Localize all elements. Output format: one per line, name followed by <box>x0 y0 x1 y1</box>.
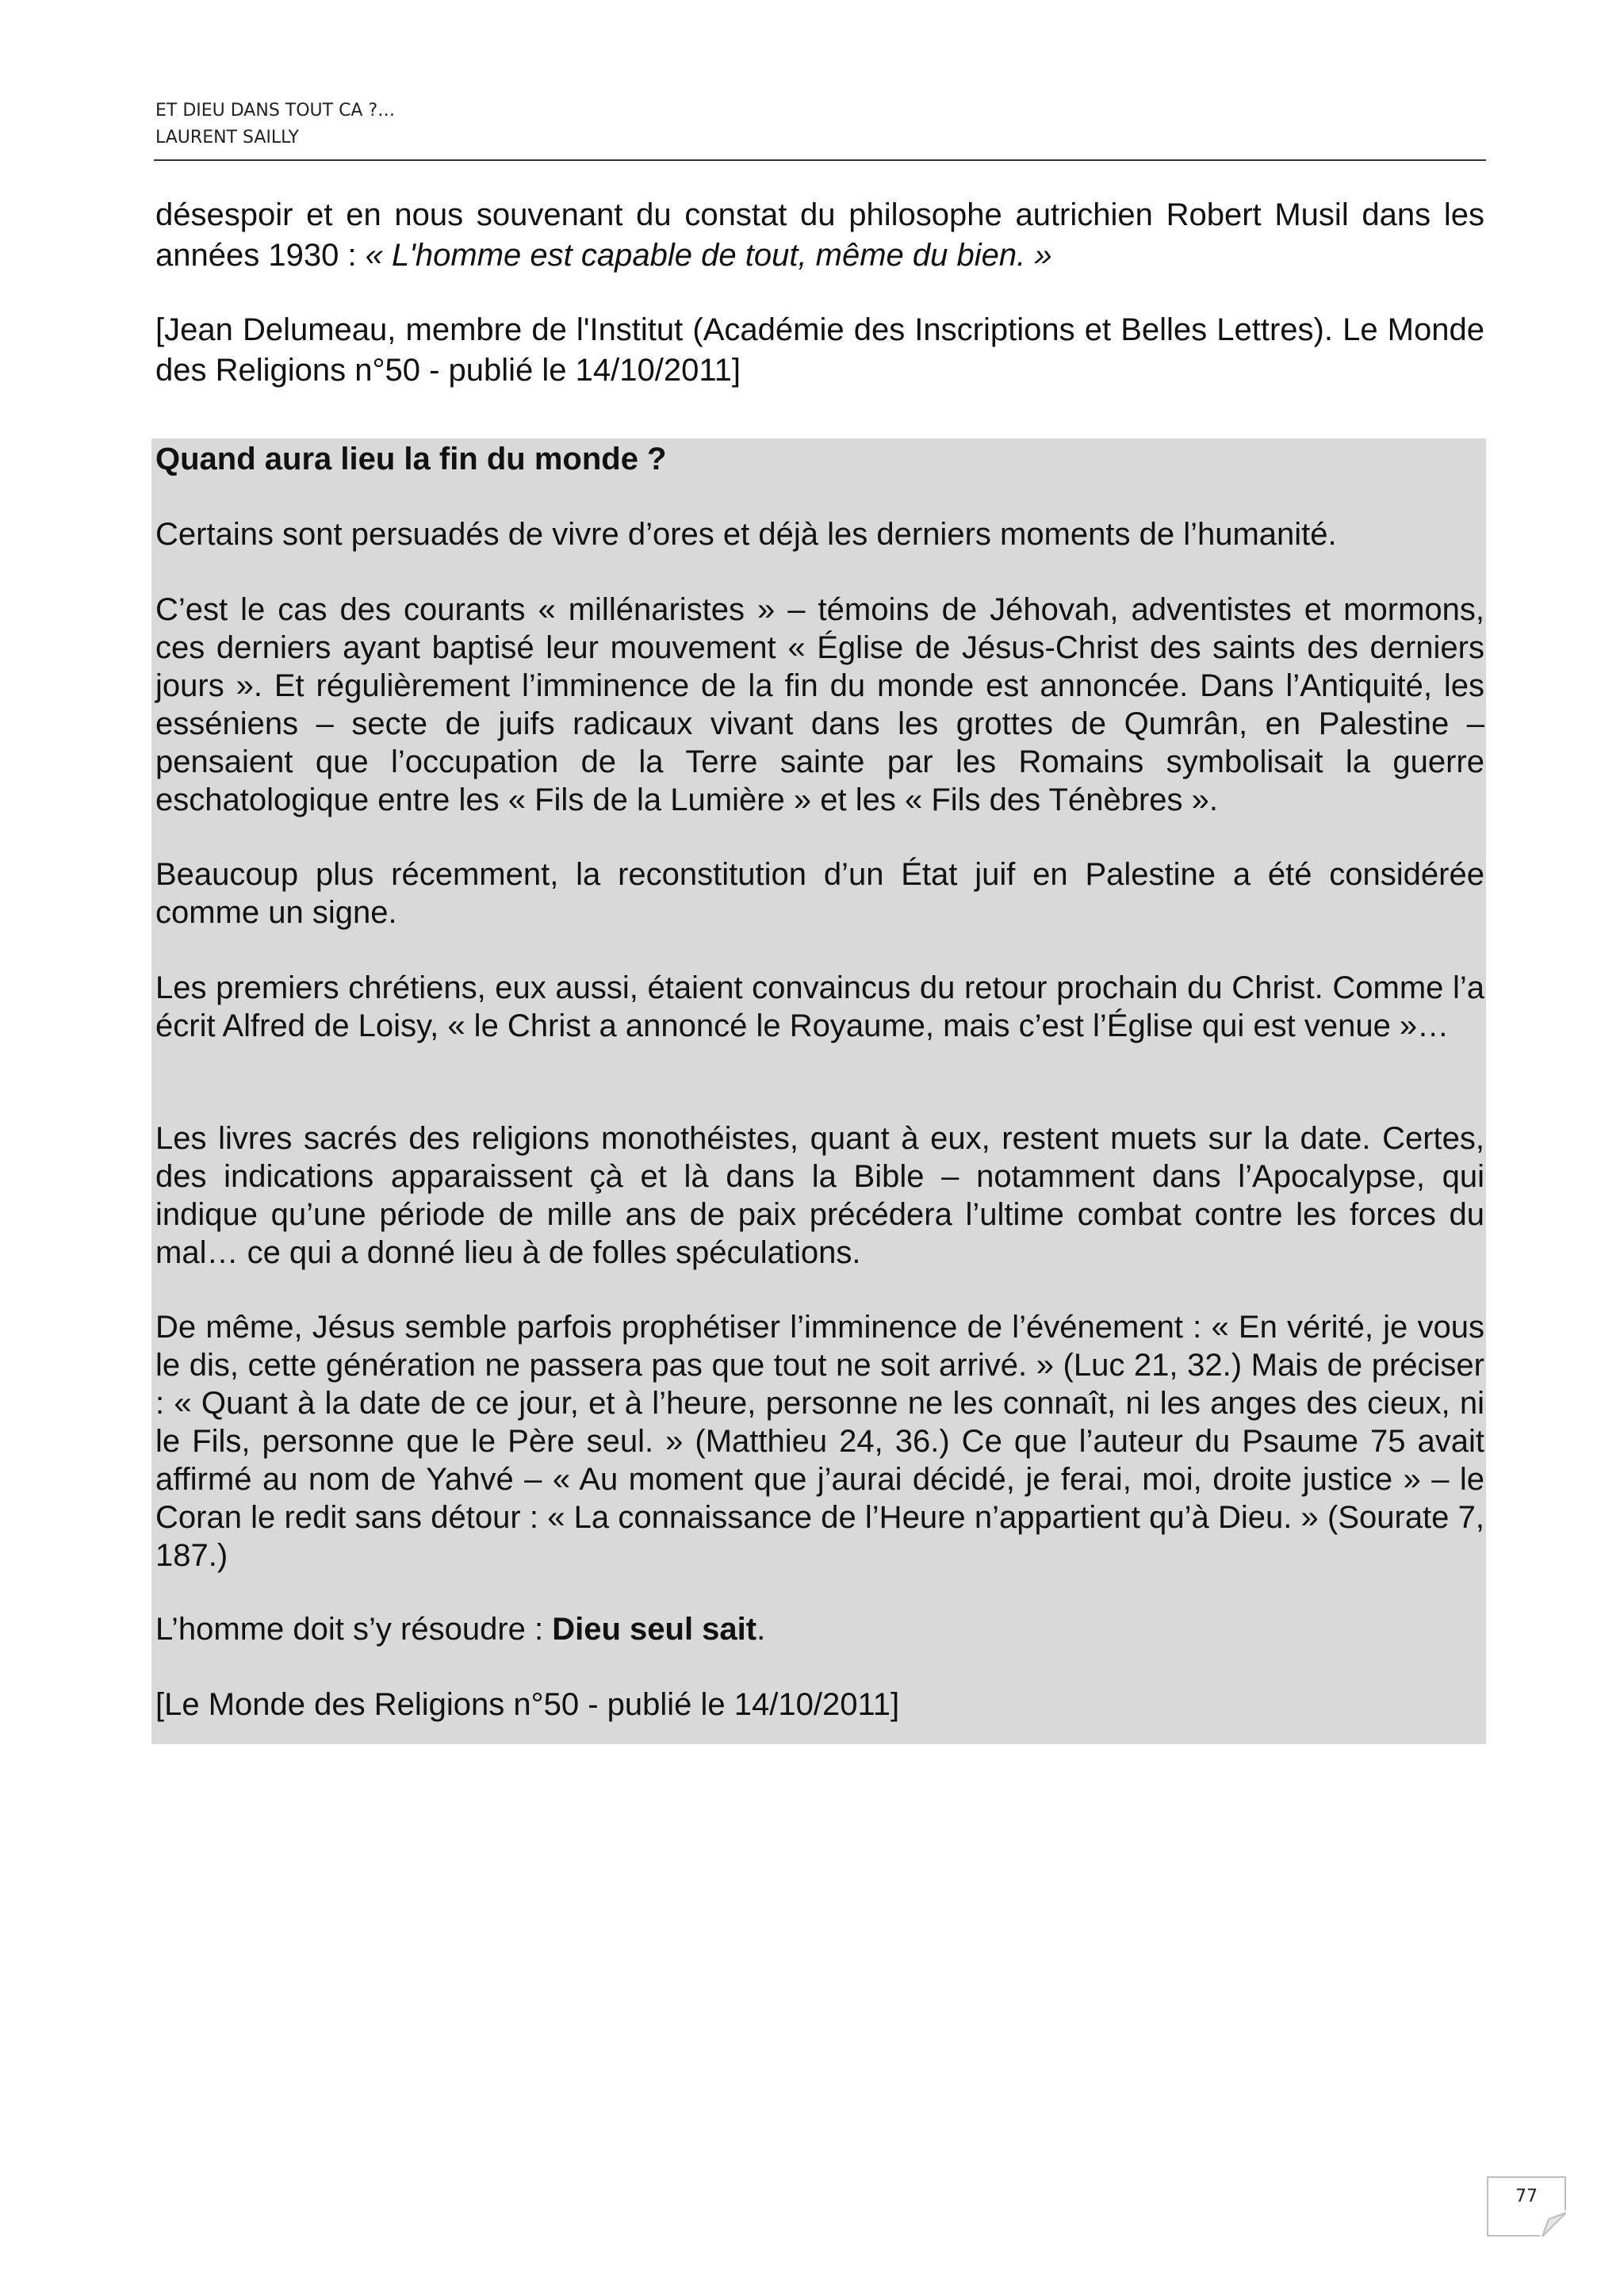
intro-text: désespoir et en nous souvenant du constat du philosophe autrichien Robert Musil dans les années 1930 : <box>155 197 1484 273</box>
header-divider <box>154 159 1486 161</box>
box-paragraph: Les premiers chrétiens, eux aussi, étaient convaincus du retour prochain du Christ. Comme l’a écrit Alfred de Loisy, « le Christ a annoncé le Royaume, mais c’est l’Église qui est venue »… <box>155 970 1484 1043</box>
conclusion-end: . <box>756 1612 766 1647</box>
citation-paragraph: [Jean Delumeau, membre de l'Institut (Académie des Inscriptions et Belles Lettres). Le Monde des Religions n°50 - publié le 14/10/2011] <box>155 312 1484 388</box>
box-paragraph: Les livres sacrés des religions monothéistes, quant à eux, restent muets sur la date. Certes, des indications apparaissent çà et là dans la Bible – notamment dans l’Apocalypse, qui indique qu’une période de mille ans de paix précédera l’ultime combat contre les forces du mal… ce qui a donné lieu à de folles spéculations. <box>155 1121 1484 1270</box>
musil-quote: « L'homme est capable de tout, même du bien. » <box>365 238 1052 273</box>
page-number: 77 <box>1515 2187 1538 2206</box>
box-paragraph: De même, Jésus semble parfois prophétiser l’imminence de l’événement : « En vérité, je vous le dis, cette génération ne passera pas que tout ne soit arrivé. » (Luc 21, 32.) Mais de préciser : « Quant à la date de ce jour, et à l’heure, personne ne les connaît, ni les anges des cieux, ni le Fils, personne que le Père seul. » (Matthieu 24, 36.) Ce que l’auteur du Psaume 75 avait affirmé au nom de Yahvé – « Au moment que j’aurai décidé, je ferai, moi, droite justice » – le Coran le redit sans détour : « La connaissance de l’Heure n’appartient qu’à Dieu. » (Sourate 7, 187.) <box>155 1310 1484 1573</box>
page-number-badge <box>1487 2176 1566 2237</box>
box-paragraph: C’est le cas des courants « millénaristes » – témoins de Jéhovah, adventistes et mormons, ces derniers ayant baptisé leur mouvement « Église de Jésus-Christ des saints des derniers jours ». Et régulièrement l’imminence de la fin du monde est annoncée. Dans l’Antiquité, les esséniens – secte de juifs radicaux vivant dans les grottes de Qumrân, en Palestine – pensaient que l’occupation de la Terre sainte par les Romains symbolisait la guerre eschatologique entre les « Fils de la Lumière » et les « Fils des Ténèbres ». <box>155 592 1484 817</box>
page-curl-icon <box>1539 2210 1566 2237</box>
box-conclusion <box>155 1610 1484 1648</box>
running-header <box>155 98 1484 151</box>
shaded-box <box>151 438 1486 1744</box>
box-paragraph: Beaucoup plus récemment, la reconstitution d’un État juif en Palestine a été considérée comme un signe. <box>155 857 1484 930</box>
box-paragraph: Certains sont persuadés de vivre d’ores et déjà les derniers moments de l’humanité. <box>155 517 1337 552</box>
header-author: LAURENT SAILLY <box>155 128 299 147</box>
header-book-title: ET DIEU DANS TOUT CA ?… <box>155 101 396 121</box>
conclusion-bold: Dieu seul sait <box>552 1612 757 1647</box>
box-title: Quand aura lieu la fin du monde ? <box>155 442 667 476</box>
conclusion-text: L’homme doit s’y résoudre : <box>155 1612 553 1647</box>
box-source: [Le Monde des Religions n°50 - publié le 14/10/2011] <box>155 1687 900 1722</box>
intro-paragraph <box>155 195 1484 276</box>
